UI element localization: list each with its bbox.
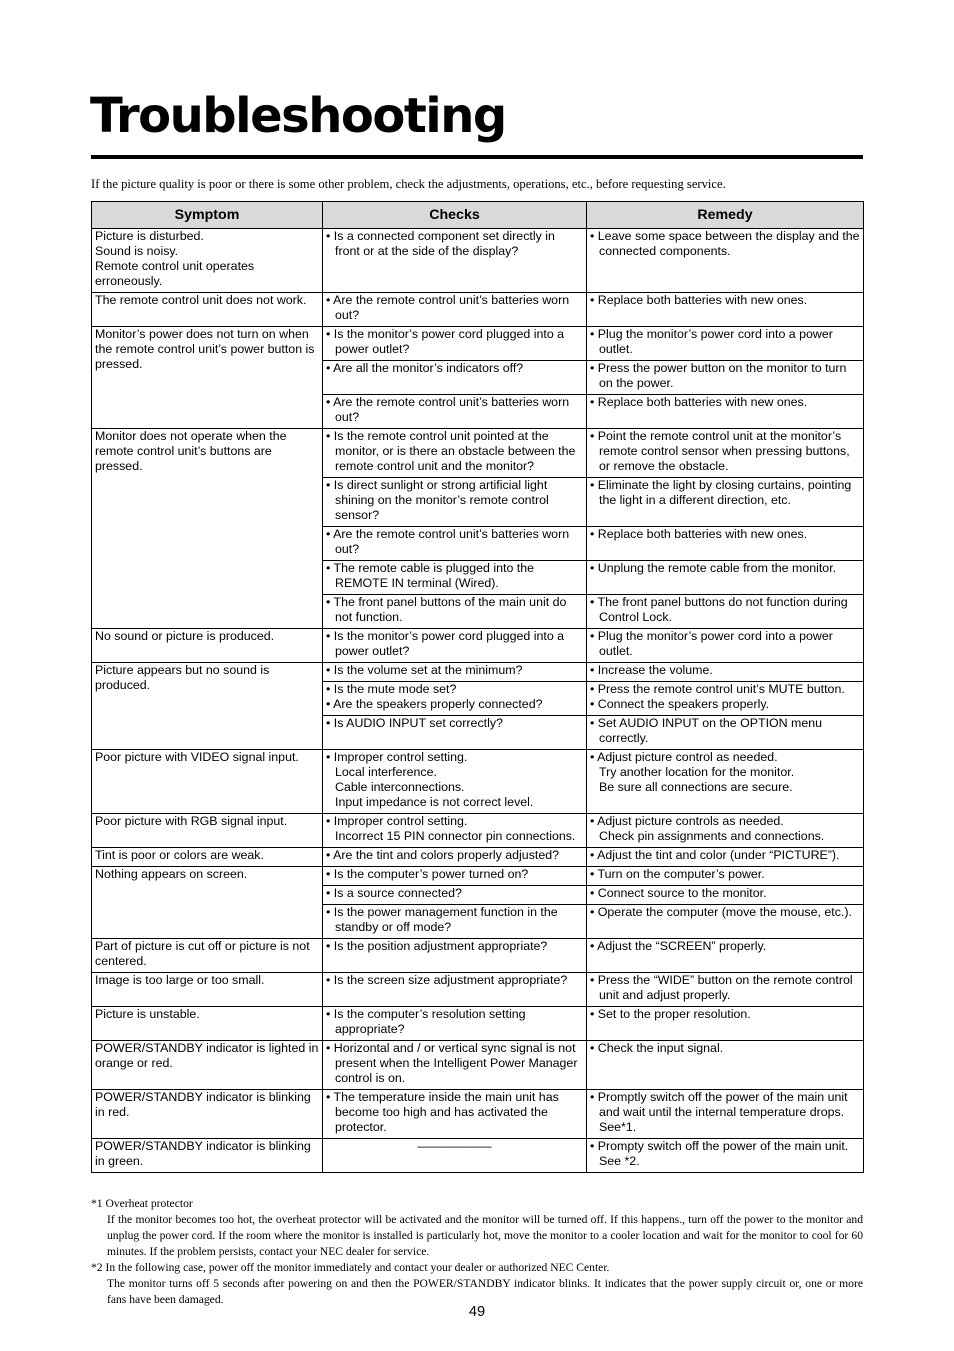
checks-text: • Is the monitor’s power cord plugged into a power outlet?	[326, 327, 565, 356]
remedy-text: • Eliminate the light by closing curtains, pointing the light in a different direction, etc.	[590, 478, 852, 507]
checks-cell	[323, 229, 587, 293]
header-symptom: Symptom	[92, 202, 323, 229]
footnote-2-head: *2 In the following case, power off the monitor immediately and contact your dealer or authorized NEC Center.	[91, 1261, 610, 1274]
symptom-cell	[92, 429, 323, 629]
checks-cell	[323, 716, 587, 750]
remedy-cell	[587, 905, 864, 939]
checks-text: • Is a source connected?	[326, 886, 462, 900]
checks-cell	[323, 886, 587, 905]
symptom-text: Part of picture is cut off or picture is not centered.	[95, 939, 310, 968]
checks-cell	[323, 939, 587, 973]
table-row	[92, 814, 864, 848]
checks-text: • The temperature inside the main unit has become too high and has activated the protector.	[326, 1090, 559, 1134]
remedy-cell	[587, 429, 864, 478]
remedy-cell	[587, 327, 864, 361]
checks-cell	[323, 682, 587, 716]
intro-text: If the picture quality is poor or there is some other problem, check the adjustments, operations, etc., before requesting service.	[91, 177, 726, 191]
remedy-text: • Connect the speakers properly.	[590, 697, 770, 711]
remedy-text: • Set AUDIO INPUT on the OPTION menu correctly.	[590, 716, 823, 745]
checks-cell	[323, 1041, 587, 1090]
table-row	[92, 1007, 864, 1041]
symptom-text: Tint is poor or colors are weak.	[95, 848, 264, 862]
remedy-cell	[587, 886, 864, 905]
table-header-row	[92, 202, 864, 229]
checks-cell	[323, 327, 587, 361]
remedy-text: • Operate the computer (move the mouse, etc.).	[590, 905, 852, 919]
table-row	[92, 848, 864, 867]
checks-text: • Are the remote control unit’s batteries worn out?	[326, 395, 570, 424]
table-row	[92, 750, 864, 814]
checks-cell	[323, 395, 587, 429]
checks-cell	[323, 1090, 587, 1139]
remedy-text: • Adjust picture control as needed. Try another location for the monitor. Be sure all connections are secure.	[590, 750, 795, 794]
remedy-cell	[587, 527, 864, 561]
table-row	[92, 229, 864, 293]
checks-cell	[323, 293, 587, 327]
checks-cell	[323, 361, 587, 395]
remedy-text: • Plug the monitor’s power cord into a power outlet.	[590, 327, 833, 356]
symptom-cell	[92, 629, 323, 663]
checks-text: • Are the remote control unit’s batteries worn out?	[326, 527, 570, 556]
remedy-cell	[587, 973, 864, 1007]
checks-text: • Is direct sunlight or strong artificial light shining on the monitor’s remote control sensor?	[326, 478, 549, 522]
symptom-cell	[92, 327, 323, 429]
table-row	[92, 867, 864, 886]
remedy-cell	[587, 1139, 864, 1173]
remedy-text: • Press the remote control unit’s MUTE button.	[590, 682, 845, 696]
checks-text: • Improper control setting. Incorrect 15 PIN connector pin connections.	[326, 814, 576, 843]
table-row	[92, 1090, 864, 1139]
footnote-1-body: If the monitor becomes too hot, the overheat protector will be activated and the monitor will be turned off. If this happens., turn off the power to the monitor and unplug the power cord. If the room where the monitor is installed is particularly hot, move the monitor to a cooler location and wait for the monitor to cool for 60 minutes. If the problem persists, contact your NEC dealer for service.	[107, 1213, 863, 1258]
table-row	[92, 629, 864, 663]
checks-text: • Is the computer’s resolution setting appropriate?	[326, 1007, 526, 1036]
remedy-text: • Adjust picture controls as needed. Check pin assignments and connections.	[590, 814, 825, 843]
symptom-cell	[92, 848, 323, 867]
remedy-text: • Promptly switch off the power of the main unit and wait until the internal temperature drops. See*1.	[590, 1090, 848, 1134]
checks-text: ——————	[417, 1139, 492, 1153]
remedy-text: • Increase the volume.	[590, 663, 713, 677]
remedy-cell	[587, 293, 864, 327]
symptom-text: Poor picture with RGB signal input.	[95, 814, 288, 828]
checks-cell	[323, 905, 587, 939]
table-row	[92, 1041, 864, 1090]
remedy-cell	[587, 939, 864, 973]
remedy-text: • Adjust the “SCREEN” properly.	[590, 939, 767, 953]
checks-text: • Is the monitor’s power cord plugged into a power outlet?	[326, 629, 565, 658]
checks-cell	[323, 973, 587, 1007]
page-title: Troubleshooting	[90, 88, 506, 144]
checks-text: • Are the speakers properly connected?	[326, 697, 543, 711]
checks-text: • Are the tint and colors properly adjusted?	[326, 848, 560, 862]
remedy-cell	[587, 867, 864, 886]
symptom-cell	[92, 973, 323, 1007]
checks-cell	[323, 814, 587, 848]
checks-cell	[323, 1007, 587, 1041]
remedy-cell	[587, 229, 864, 293]
symptom-cell	[92, 1041, 323, 1090]
symptom-text: Image is too large or too small.	[95, 973, 265, 987]
remedy-cell	[587, 561, 864, 595]
symptom-text: Picture appears but no sound is produced.	[95, 663, 270, 692]
symptom-cell	[92, 293, 323, 327]
table-row	[92, 1139, 864, 1173]
title-rule	[91, 155, 863, 159]
remedy-cell	[587, 361, 864, 395]
remedy-text: • Unplung the remote cable from the monitor.	[590, 561, 837, 575]
remedy-cell	[587, 478, 864, 527]
checks-text: • Are all the monitor’s indicators off?	[326, 361, 524, 375]
checks-text: • Is the screen size adjustment appropriate?	[326, 973, 568, 987]
symptom-text: POWER/STANDBY indicator is blinking in red.	[95, 1090, 311, 1119]
remedy-cell	[587, 663, 864, 682]
checks-text: • Is AUDIO INPUT set correctly?	[326, 716, 503, 730]
symptom-text: Picture is disturbed. Sound is noisy. Remote control unit operates erroneously.	[95, 229, 255, 288]
remedy-text: • Press the power button on the monitor to turn on the power.	[590, 361, 847, 390]
table-row	[92, 939, 864, 973]
remedy-cell	[587, 750, 864, 814]
remedy-text: • Replace both batteries with new ones.	[590, 527, 808, 541]
checks-text: • Is the remote control unit pointed at the monitor, or is there an obstacle between the remote control unit and the monitor?	[326, 429, 576, 473]
checks-cell	[323, 527, 587, 561]
table-row	[92, 327, 864, 361]
header-checks: Checks	[323, 202, 587, 229]
remedy-text: • Point the remote control unit at the monitor’s remote control sensor when pressing buttons, or remove the obstacle.	[590, 429, 850, 473]
remedy-cell	[587, 682, 864, 716]
symptom-cell	[92, 229, 323, 293]
remedy-text: • Replace both batteries with new ones.	[590, 293, 808, 307]
symptom-text: Poor picture with VIDEO signal input.	[95, 750, 299, 764]
checks-cell	[323, 478, 587, 527]
header-remedy: Remedy	[587, 202, 864, 229]
remedy-text: • Replace both batteries with new ones.	[590, 395, 808, 409]
checks-text: • Are the remote control unit’s batteries worn out?	[326, 293, 570, 322]
remedy-cell	[587, 716, 864, 750]
symptom-text: POWER/STANDBY indicator is lighted in orange or red.	[95, 1041, 319, 1070]
checks-text: • The remote cable is plugged into the REMOTE IN terminal (Wired).	[326, 561, 534, 590]
checks-text: • Improper control setting. Local interference. Cable interconnections. Input impedance is not correct level.	[326, 750, 534, 809]
remedy-text: • The front panel buttons do not function during Control Lock.	[590, 595, 848, 624]
checks-cell	[323, 848, 587, 867]
checks-text: • Is a connected component set directly in front or at the side of the display?	[326, 229, 555, 258]
checks-cell	[323, 595, 587, 629]
symptom-cell	[92, 750, 323, 814]
checks-cell	[323, 750, 587, 814]
symptom-cell	[92, 814, 323, 848]
symptom-text: Nothing appears on screen.	[95, 867, 248, 881]
remedy-cell	[587, 1090, 864, 1139]
page-number: 49	[468, 1304, 486, 1320]
checks-text: • Is the volume set at the minimum?	[326, 663, 523, 677]
symptom-text: POWER/STANDBY indicator is blinking in green.	[95, 1139, 311, 1168]
checks-text: • The front panel buttons of the main unit do not function.	[326, 595, 567, 624]
symptom-cell	[92, 939, 323, 973]
troubleshooting-table	[91, 201, 864, 1173]
checks-text: • Is the power management function in the standby or off mode?	[326, 905, 558, 934]
footnote-1-head: *1 Overheat protector	[91, 1197, 193, 1210]
symptom-text: The remote control unit does not work.	[95, 293, 307, 307]
table-row	[92, 663, 864, 682]
symptom-text: Picture is unstable.	[95, 1007, 200, 1021]
checks-text: • Is the position adjustment appropriate?	[326, 939, 548, 953]
remedy-text: • Connect source to the monitor.	[590, 886, 767, 900]
remedy-text: • Turn on the computer’s power.	[590, 867, 765, 881]
checks-cell	[323, 1139, 587, 1173]
checks-cell	[323, 561, 587, 595]
symptom-text: No sound or picture is produced.	[95, 629, 275, 643]
table-row	[92, 973, 864, 1007]
remedy-text: • Plug the monitor’s power cord into a power outlet.	[590, 629, 833, 658]
table-row	[92, 429, 864, 478]
symptom-cell	[92, 1090, 323, 1139]
remedy-text: • Leave some space between the display and the connected components.	[590, 229, 860, 258]
remedy-cell	[587, 1007, 864, 1041]
remedy-text: • Check the input signal.	[590, 1041, 724, 1055]
remedy-text: • Adjust the tint and color (under “PICTURE”).	[590, 848, 840, 862]
symptom-cell	[92, 663, 323, 750]
remedy-cell	[587, 629, 864, 663]
symptom-cell	[92, 867, 323, 939]
checks-cell	[323, 429, 587, 478]
table-row	[92, 293, 864, 327]
remedy-cell	[587, 595, 864, 629]
checks-text: • Is the computer’s power turned on?	[326, 867, 529, 881]
checks-cell	[323, 867, 587, 886]
checks-cell	[323, 629, 587, 663]
footnotes	[91, 1196, 863, 1308]
symptom-text: Monitor does not operate when the remote control unit’s buttons are pressed.	[95, 429, 287, 473]
symptom-text: Monitor’s power does not turn on when the remote control unit’s power button is pressed.	[95, 327, 315, 371]
remedy-text: • Prompty switch off the power of the main unit. See *2.	[590, 1139, 849, 1168]
remedy-text: • Press the “WIDE” button on the remote control unit and adjust properly.	[590, 973, 853, 1002]
footnote-2-body: The monitor turns off 5 seconds after powering on and then the POWER/STANDBY indicator blinks. It indicates that the power supply circuit or, one or more fans have been damaged.	[107, 1277, 863, 1306]
remedy-cell	[587, 848, 864, 867]
checks-text: • Horizontal and / or vertical sync signal is not present when the Intelligent Power Manager control is on.	[326, 1041, 578, 1085]
remedy-cell	[587, 814, 864, 848]
symptom-cell	[92, 1007, 323, 1041]
remedy-cell	[587, 1041, 864, 1090]
checks-cell	[323, 663, 587, 682]
checks-text: • Is the mute mode set?	[326, 682, 457, 696]
symptom-cell	[92, 1139, 323, 1173]
remedy-text: • Set to the proper resolution.	[590, 1007, 751, 1021]
remedy-cell	[587, 395, 864, 429]
